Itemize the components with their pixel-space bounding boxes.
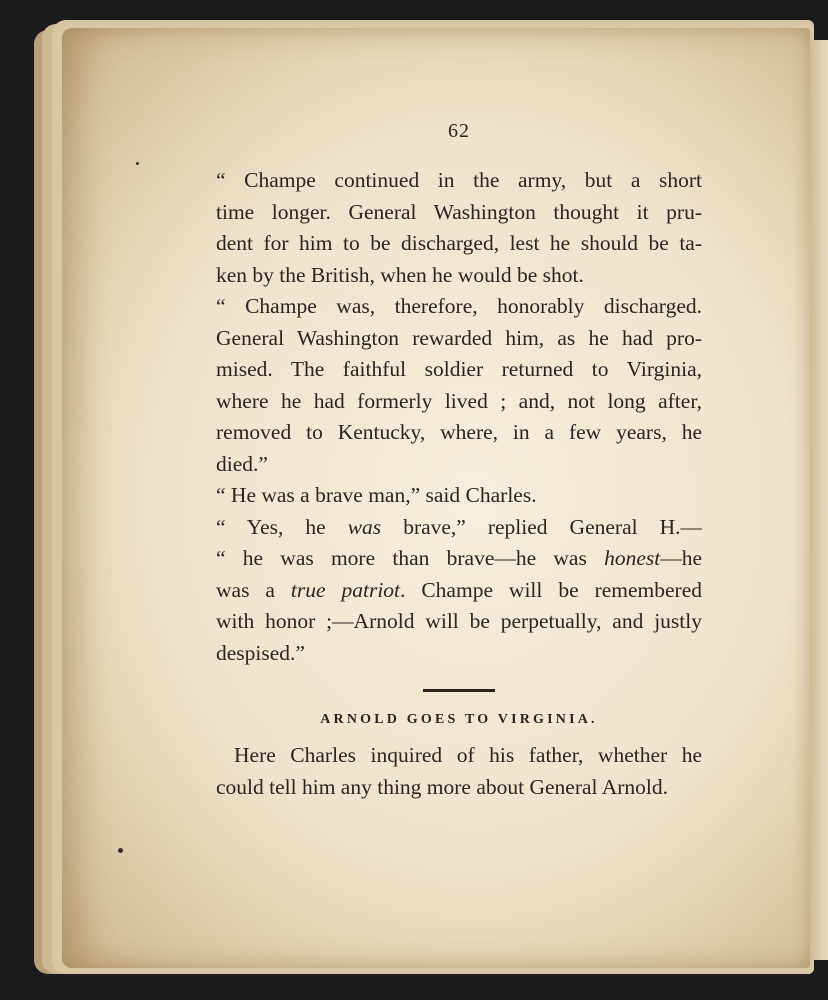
text-line: died.”: [216, 451, 268, 476]
text-line: General Washington rewarded him, as he had pro-: [216, 325, 702, 350]
page-number: 62: [448, 120, 470, 142]
text-run: “ Yes, he: [216, 514, 348, 539]
text-line: Here Charles inquired of his father, whether he: [234, 743, 702, 767]
text-line: [216, 543, 702, 575]
text-run: brave,” replied General H.—: [381, 514, 702, 539]
text-line: despised.”: [216, 640, 305, 665]
paragraph: [216, 291, 702, 480]
text-line: “ Champe was, therefore, honorably discharged.: [216, 294, 702, 318]
text-line: ken by the British, when he would be shot.: [216, 262, 584, 287]
text-run: —he: [660, 546, 702, 570]
text-line: “ Champe continued in the army, but a short: [216, 168, 702, 192]
text-run: was a: [216, 577, 291, 602]
paragraph: [216, 480, 702, 512]
section-divider: [423, 689, 495, 692]
text-line: with honor ;—Arnold will be perpetually, and justly: [216, 609, 702, 633]
text-line: mised. The faithful soldier returned to Virginia,: [216, 357, 702, 381]
ink-spot: [118, 848, 123, 853]
section-heading: ARNOLD GOES TO VIRGINIA.: [320, 712, 598, 727]
emphasis-text: true patriot: [290, 577, 401, 602]
text-line: dent for him to be discharged, lest he should be ta-: [216, 231, 702, 255]
text-line: [216, 575, 702, 607]
text-line: where he had formerly lived ; and, not long after,: [216, 388, 702, 413]
emphasis-text: was: [347, 514, 382, 539]
text-run: “ he was more than brave—he was: [216, 546, 605, 570]
text-line: could tell him any thing more about General Arnold.: [216, 774, 668, 799]
text-line: [216, 512, 702, 544]
facing-page-edge: [810, 40, 828, 960]
text-line: “ He was a brave man,” said Charles.: [216, 483, 537, 507]
text-line: time longer. General Washington thought it pru-: [216, 199, 702, 224]
text-line: removed to Kentucky, where, in a few years, he: [216, 420, 702, 444]
ink-spot: [136, 162, 139, 165]
text-run: . Champe will be remembered: [400, 577, 703, 602]
paragraph: [216, 740, 702, 803]
paragraph: [216, 165, 702, 291]
page-text: [216, 120, 702, 803]
paragraph: [216, 512, 702, 670]
emphasis-text: honest: [604, 546, 661, 570]
